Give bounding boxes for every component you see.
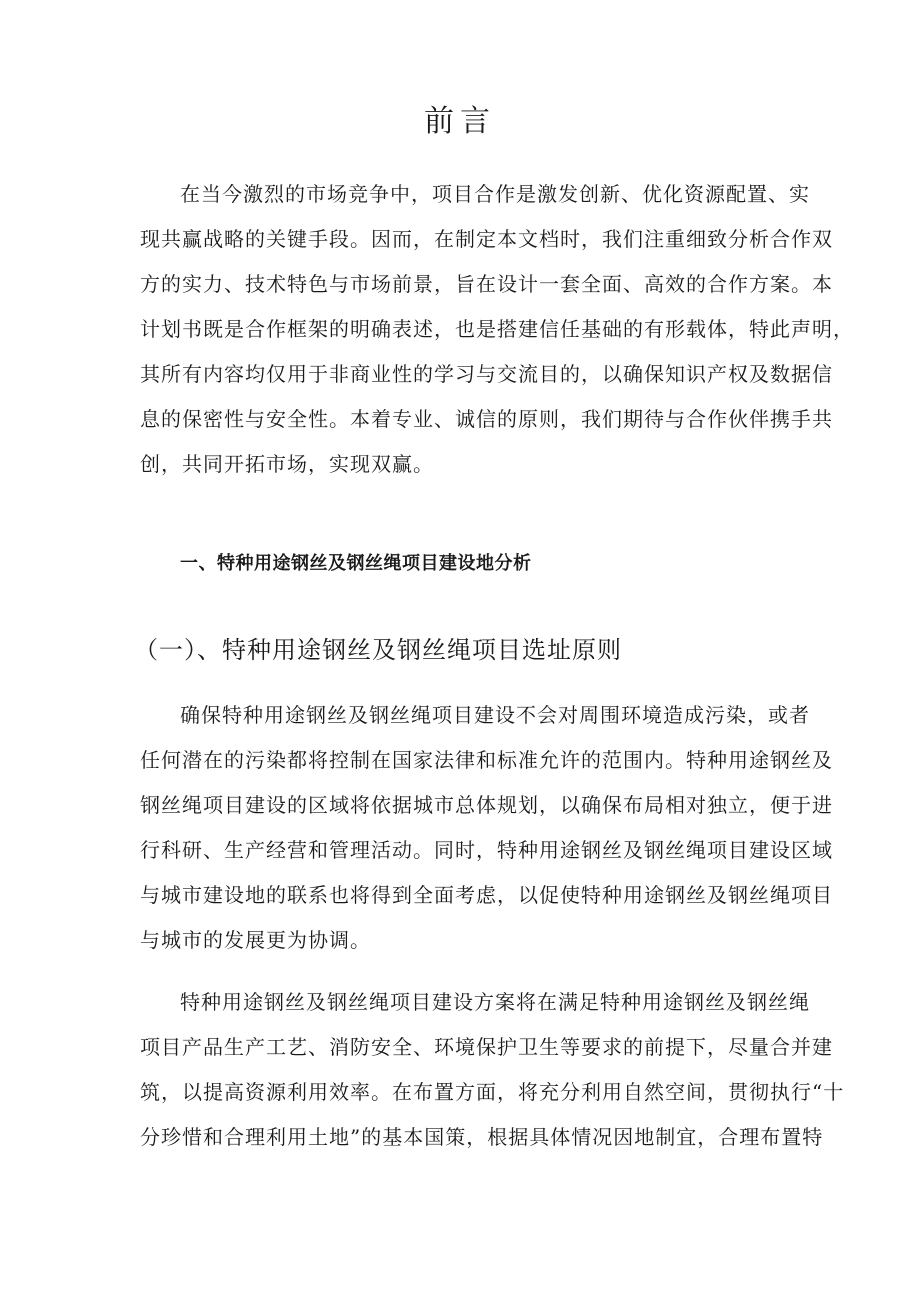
text-line: 计划书既是合作框架的明确表述，也是搭建信任基础的有形载体，特此声明，: [140, 317, 854, 341]
text-line: 与城市的发展更为协调。: [140, 928, 371, 952]
subsection-heading: （一）、特种用途钢丝及钢丝绳项目选址原则: [134, 636, 622, 664]
body-paragraph-2: [140, 980, 845, 1160]
text-line: 确保特种用途钢丝及钢丝绳项目建设不会对周围环境造成污染，或者: [180, 703, 810, 727]
document-title: 前言: [424, 104, 496, 139]
text-line: 方的实力、技术特色与市场前景，旨在设计一套全面、高效的合作方案。本: [140, 272, 833, 296]
text-line: 分珍惜和合理利用土地”的基本国策，根据具体情况因地制宜，合理布置特: [140, 1125, 824, 1149]
text-line: 其所有内容均仅用于非商业性的学习与交流目的，以确保知识产权及数据信: [140, 362, 833, 386]
preface-paragraph: [140, 172, 854, 487]
text-line: 筑，以提高资源利用效率。在布置方面，将充分利用自然空间，贯彻执行“十: [140, 1080, 845, 1104]
text-line: 钢丝绳项目建设的区域将依据城市总体规划，以确保布局相对独立，便于进: [140, 793, 833, 817]
section-heading: 一、特种用途钢丝及钢丝绳项目建设地分析: [180, 553, 532, 574]
text-line: 任何潜在的污染都将控制在国家法律和标准允许的范围内。特种用途钢丝及: [140, 748, 833, 772]
text-line: 现共赢战略的关键手段。因而，在制定本文档时，我们注重细致分析合作双: [140, 227, 833, 251]
text-line: 与城市建设地的联系也将得到全面考虑，以促使特种用途钢丝及钢丝绳项目: [140, 883, 833, 907]
text-line: 项目产品生产工艺、消防安全、环境保护卫生等要求的前提下，尽量合并建: [140, 1035, 833, 1059]
text-line: 在当今激烈的市场竞争中，项目合作是激发创新、优化资源配置、实: [180, 182, 810, 206]
text-line: 特种用途钢丝及钢丝绳项目建设方案将在满足特种用途钢丝及钢丝绳: [180, 990, 810, 1014]
text-line: 创，共同开拓市场，实现双赢。: [140, 452, 434, 476]
text-line: 息的保密性与安全性。本着专业、诚信的原则，我们期待与合作伙伴携手共: [140, 407, 833, 431]
text-line: 行科研、生产经营和管理活动。同时，特种用途钢丝及钢丝绳项目建设区域: [140, 838, 833, 862]
body-paragraph-1: [140, 693, 833, 963]
